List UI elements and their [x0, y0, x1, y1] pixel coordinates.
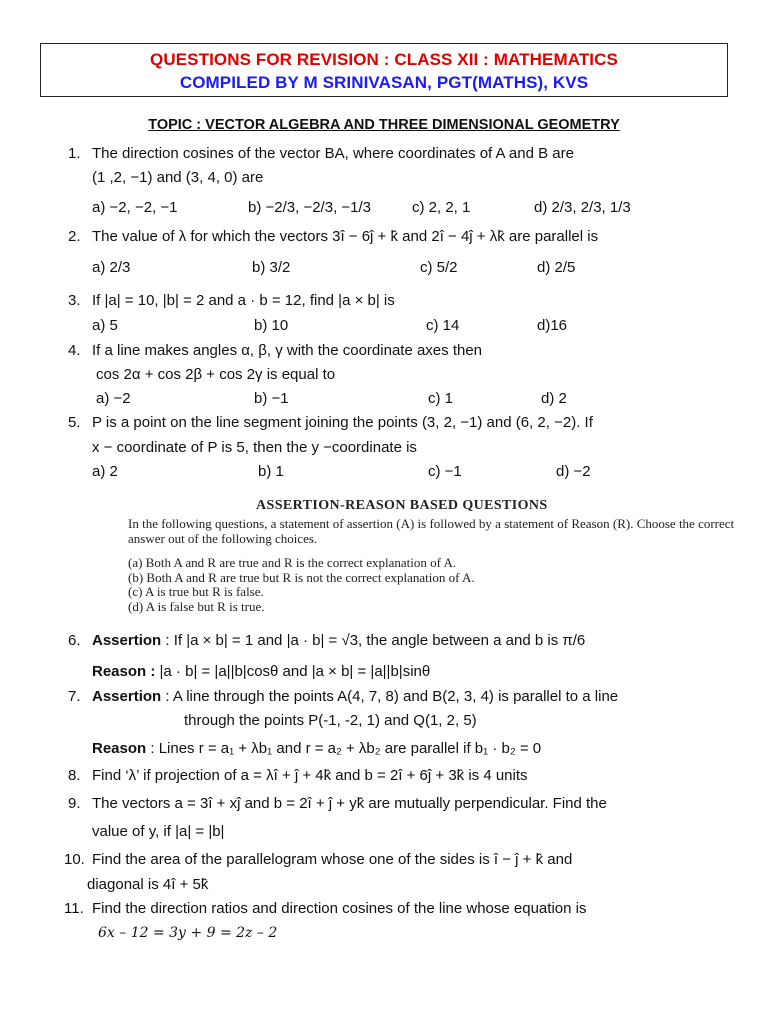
question-5-text: P is a point on the line segment joining the points (3, 2, −1) and (6, 2, −2). If: [92, 414, 593, 431]
option-b: b) −2/3, −2/3, −1/3: [248, 199, 372, 216]
assertion-label: Assertion: [92, 688, 162, 705]
question-7-assertion-2: through the points P(-1, -2, 1) and Q(1, 2, 5): [184, 712, 477, 729]
assertion-reason-intro: In the following questions, a statement of assertion (A) is followed by a statement of Reason (R). Choose the correct answer out of the following choices.: [128, 516, 735, 546]
option-c: c) 5/2: [420, 259, 458, 276]
question-number: 9.: [68, 795, 81, 812]
question-7-reason: [92, 740, 541, 758]
title-line-2: COMPILED BY M SRINIVASAN, PGT(MATHS), KVS: [179, 73, 589, 92]
question-number: 5.: [68, 414, 81, 431]
question-number: 11.: [64, 900, 84, 917]
question-10-text: Find the area of the parallelogram whose one of the sides is î − ĵ + k̂ and: [92, 851, 573, 868]
question-number: 6.: [68, 632, 81, 649]
assertion-text: : A line through the points A(4, 7, 8) and B(2, 3, 4) is parallel to a line: [165, 688, 619, 705]
question-10-text-2: diagonal is 4î + 5k̂: [87, 876, 209, 893]
title-line-1: QUESTIONS FOR REVISION : CLASS XII : MATHEMATICS: [150, 50, 618, 69]
question-6-assertion: [92, 632, 585, 650]
option-a: a) 2: [92, 463, 118, 480]
question-1-text: The direction cosines of the vector BA, where coordinates of A and B are: [92, 145, 574, 162]
topic-heading: TOPIC : VECTOR ALGEBRA AND THREE DIMENSIONAL GEOMETRY: [148, 117, 620, 133]
question-number: 3.: [68, 292, 81, 309]
question-9-text: The vectors a = 3î + xĵ and b = 2î + ĵ + yk̂ are mutually perpendicular. Find the: [92, 795, 607, 812]
option-c: c) 14: [426, 317, 460, 334]
option-c: c) 2, 2, 1: [412, 199, 471, 216]
question-2-text: The value of λ for which the vectors 3î − 6ĵ + k̂ and 2î − 4ĵ + λk̂ are parallel is: [92, 228, 599, 245]
assertion-label: Assertion: [92, 632, 162, 649]
choice-d: (d) A is false but R is true.: [128, 598, 265, 614]
question-11-equation: 6x – 12 = 3y + 9 = 2z – 2: [98, 925, 278, 941]
question-number: 1.: [68, 145, 81, 162]
option-b: b) 3/2: [252, 259, 291, 276]
option-a: a) −2: [96, 390, 131, 407]
option-c: c) 1: [428, 390, 454, 407]
question-7-assertion: [92, 688, 618, 706]
question-5-text-2: x − coordinate of P is 5, then the y −coordinate is: [92, 439, 417, 456]
option-d: d) −2: [556, 463, 591, 480]
option-b: b) 1: [258, 463, 284, 480]
option-a: a) 5: [92, 317, 118, 334]
choice-c: (c) A is true but R is false.: [128, 584, 264, 599]
option-a: a) −2, −2, −1: [92, 199, 178, 216]
assertion-text: : If |a × b| = 1 and |a · b| = √3, the angle between a and b is π/6: [165, 632, 586, 649]
option-b: b) 10: [254, 317, 289, 334]
option-d: d) 2/5: [537, 259, 576, 276]
option-b: b) −1: [254, 390, 289, 407]
reason-text: : Lines r = a₁ + λb₁ and r = a₂ + λb₂ are parallel if b₁ · b₂ = 0: [150, 740, 542, 757]
choice-b: (b) Both A and R are true but R is not the correct explanation of A.: [128, 569, 475, 585]
question-number: 8.: [68, 767, 81, 784]
assertion-reason-instructions: [128, 498, 748, 614]
option-a: a) 2/3: [92, 259, 131, 276]
question-number: 4.: [68, 342, 81, 359]
reason-text: |a · b| = |a||b|cosθ and |a × b| = |a||b|sinθ: [159, 663, 431, 680]
question-number: 2.: [68, 228, 81, 245]
question-8-text: Find ‘λ’ if projection of a = λî + ĵ + 4k̂ and b = 2î + 6ĵ + 3k̂ is 4 units: [92, 767, 528, 784]
question-6-reason: [92, 663, 430, 681]
choice-a: (a) Both A and R are true and R is the correct explanation of A.: [128, 555, 457, 570]
reason-label: Reason: [92, 740, 147, 757]
question-number: 10.: [64, 851, 85, 868]
reason-label: Reason :: [92, 663, 156, 680]
question-9-text-2: value of y, if |a| = |b|: [92, 823, 225, 840]
option-d: d) 2/3, 2/3, 1/3: [534, 199, 631, 216]
question-4-text: If a line makes angles α, β, γ with the coordinate axes then: [92, 342, 483, 359]
title-box: [40, 43, 728, 97]
question-3-text: If |a| = 10, |b| = 2 and a · b = 12, find |a × b| is: [92, 292, 395, 309]
option-d: d)16: [537, 317, 568, 334]
question-11-text: Find the direction ratios and direction cosines of the line whose equation is: [92, 900, 587, 917]
assertion-reason-title: ASSERTION-REASON BASED QUESTIONS: [256, 498, 548, 513]
question-4-text-2: cos 2α + cos 2β + cos 2γ is equal to: [96, 366, 336, 383]
question-number: 7.: [68, 688, 81, 705]
option-d: d) 2: [541, 390, 567, 407]
assertion-reason-choices: [128, 556, 748, 614]
option-c: c) −1: [428, 463, 462, 480]
question-1-text-2: (1 ,2, −1) and (3, 4, 0) are: [92, 169, 264, 186]
